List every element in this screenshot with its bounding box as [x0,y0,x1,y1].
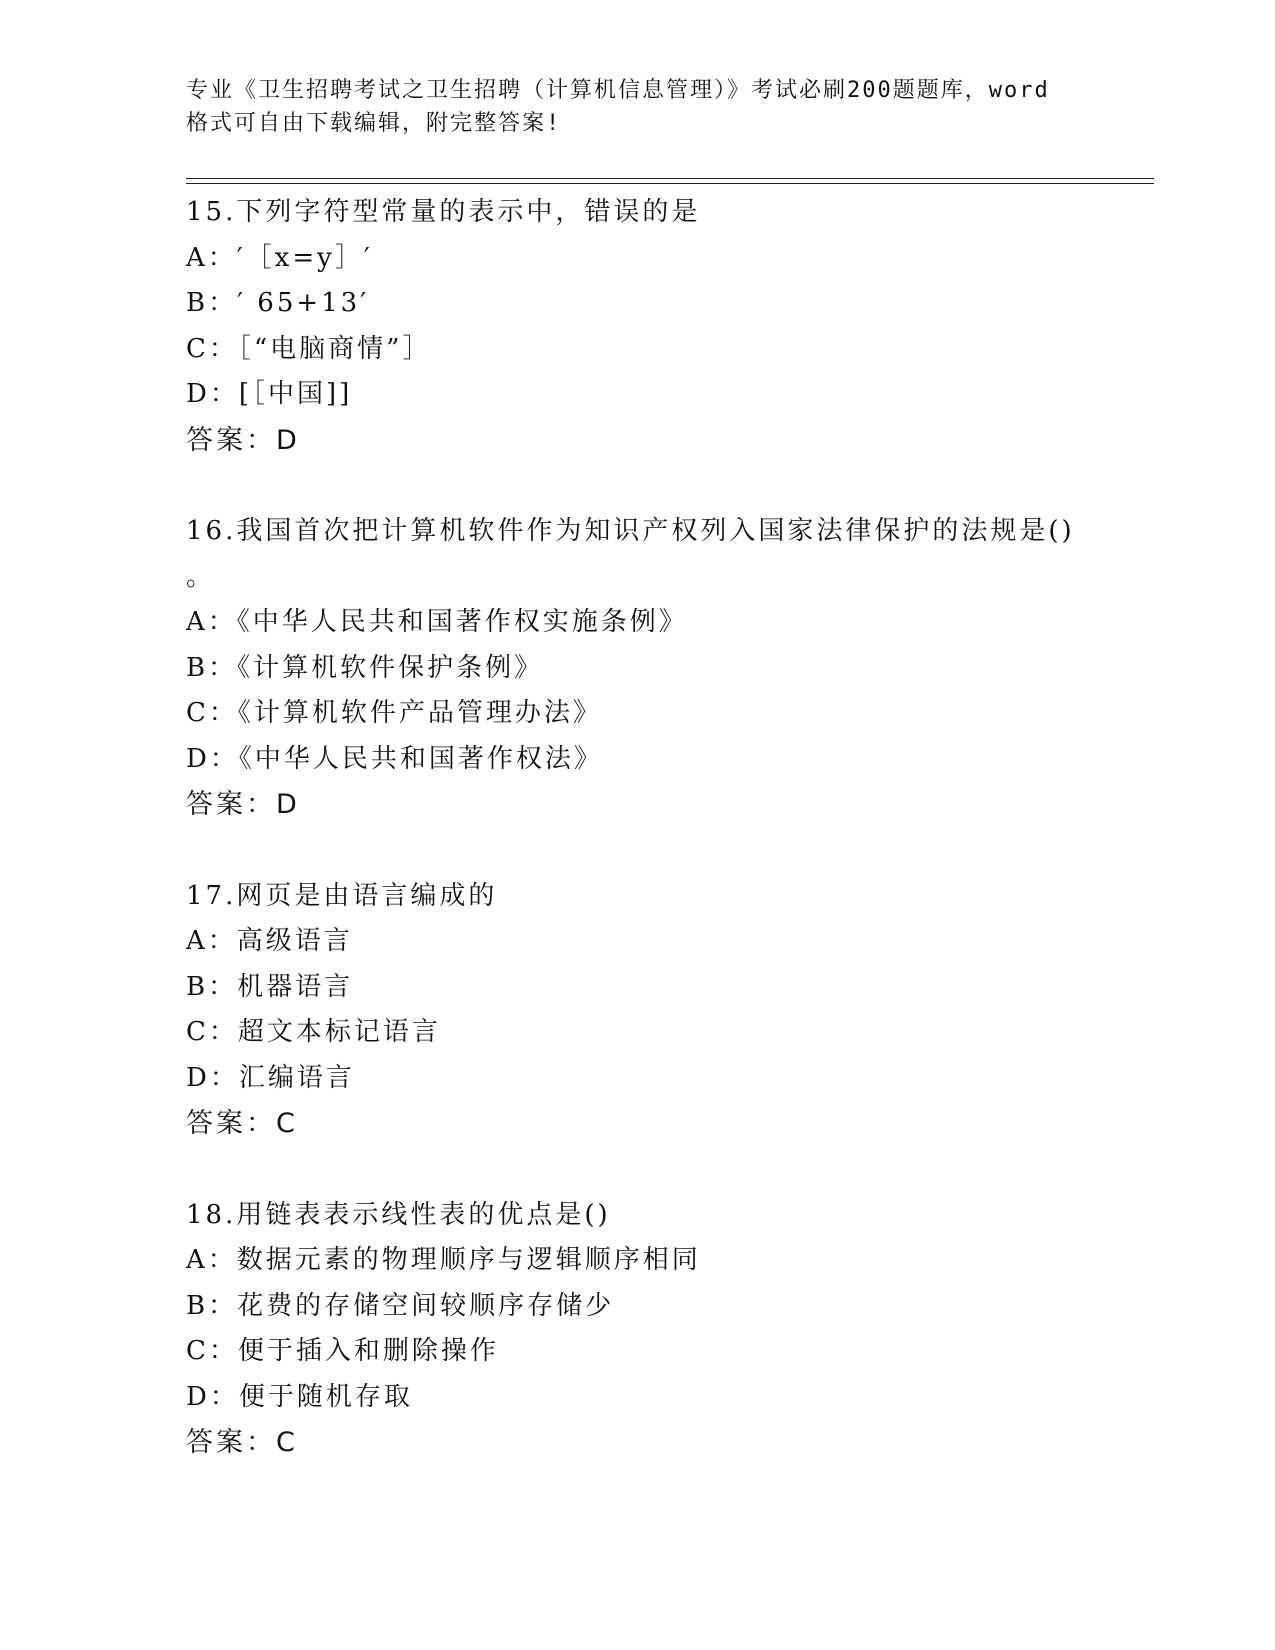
document-header [186,74,1106,140]
option-d: D：[［中国]] [186,379,353,409]
answer-label: 答案：D [186,424,300,456]
option-c: C：《计算机软件产品管理办法》 [186,698,602,728]
option-a: A：高级语言 [186,926,353,956]
question-stem: 18.用链表表示线性表的优点是() [186,1199,611,1230]
option-b: B：花费的存储空间较顺序存储少 [186,1290,615,1321]
question-17 [186,874,1086,1147]
question-18 [186,1193,1086,1466]
question-list [186,190,1086,1512]
question-stem: 16.我国首次把计算机软件作为知识产权列入国家法律保护的法规是() [186,516,1075,546]
header-divider-bottom [186,183,1154,184]
option-c: C：［“电脑商情”］ [186,333,432,364]
header-divider-top [186,178,1154,179]
question-stem: 15.下列字符型常量的表示中，错误的是 [186,197,701,227]
question-16 [186,509,1086,828]
question-stem: 17.网页是由语言编成的 [186,880,498,911]
answer-label: 答案：C [186,1427,298,1458]
header-line-2: 格式可自由下载编辑，附完整答案! [186,111,562,136]
answer-label: 答案：D [186,789,300,820]
option-a: A：数据元素的物理顺序与逻辑顺序相同 [186,1245,701,1275]
option-c: C：超文本标记语言 [186,1017,441,1047]
question-stem-continuation: 。 [186,561,216,592]
option-b: B：′ 65+13′ [186,288,370,318]
option-d: D：《中华人民共和国著作权法》 [186,743,603,774]
option-c: C：便于插入和删除操作 [186,1336,499,1366]
header-line-1: 专业《卫生招聘考试之卫生招聘（计算机信息管理）》考试必刷200题题库，word [186,78,1050,103]
option-b: B：《计算机软件保护条例》 [186,652,544,683]
question-15 [186,190,1086,463]
option-a: A：《中华人民共和国著作权实施条例》 [186,607,688,637]
option-d: D：汇编语言 [186,1062,355,1093]
answer-label: 答案：C [186,1108,298,1139]
option-b: B：机器语言 [186,971,354,1002]
option-d: D：便于随机存取 [186,1381,413,1412]
option-a: A：′［x=y］′ [186,242,373,273]
